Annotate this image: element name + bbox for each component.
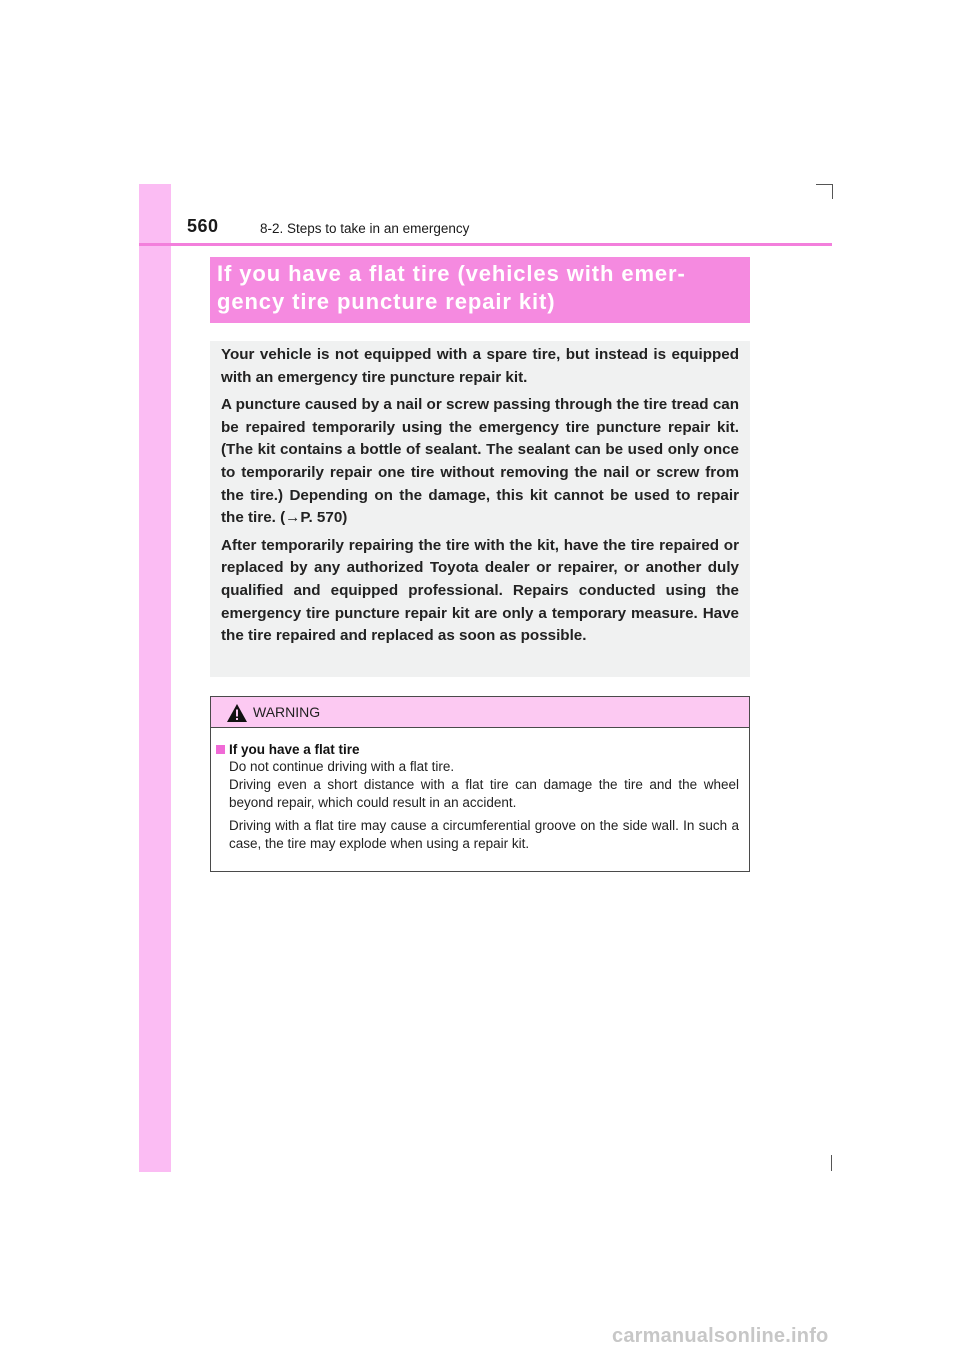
watermark: carmanualsonline.info: [612, 1325, 829, 1347]
intro-paragraph: After temporarily repairing the tire with the kit, have the tire repaired or replaced by any authorized Toyota dealer or repairer, or another duly qualified and equipped professional. Repairs conducted using the emergency tire puncture repair kit are only a temporary measure. Have the tire repaired and replaced as soon as possible.: [221, 536, 739, 645]
page-number: 560: [187, 216, 219, 236]
intro-paragraph: Your vehicle is not equipped with a spare tire, but instead is equipped with an emergency tire puncture repair kit.: [221, 346, 739, 386]
crop-mark-bottom: [831, 1155, 832, 1171]
warning-header: [211, 697, 749, 728]
crop-mark-top: [816, 184, 833, 199]
section-title: 8-2. Steps to take in an emergency: [260, 221, 470, 236]
warning-body: [211, 728, 749, 853]
square-bullet-icon: [216, 745, 225, 754]
page-title: [210, 257, 750, 323]
warning-label: WARNING: [253, 704, 321, 720]
page-title-line-1: If you have a flat tire (vehicles with emer-: [217, 261, 686, 286]
warning-paragraph: Do not continue driving with a flat tire.: [229, 759, 455, 774]
side-tab-strip: [139, 184, 171, 1172]
warning-item-title: [216, 741, 739, 758]
warning-paragraph: Driving even a short distance with a flat tire can damage the tire and the wheel beyond repair, which could result in an accident.: [229, 777, 739, 810]
intro-box: [210, 341, 750, 677]
warning-item-title-text: If you have a flat tire: [229, 742, 360, 757]
warning-box: [210, 696, 750, 872]
warning-paragraph: Driving with a flat tire may cause a circumferential groove on the side wall. In such a case, the tire may explode when using a repair kit.: [229, 818, 739, 851]
intro-paragraph: A puncture caused by a nail or screw passing through the tire tread can be repaired temporarily using the emergency tire puncture repair kit. (The kit contains a bottle of sealant. The sealant can be used only once to temporarily repair one tire without removing the nail or screw from the tire.) Depending on the damage, this kit cannot be used to repair the tire. (→P. 570): [221, 396, 739, 527]
warning-triangle-icon: [226, 703, 248, 723]
page-title-line-2: gency tire puncture repair kit): [217, 289, 556, 314]
header-rule: [139, 243, 832, 246]
